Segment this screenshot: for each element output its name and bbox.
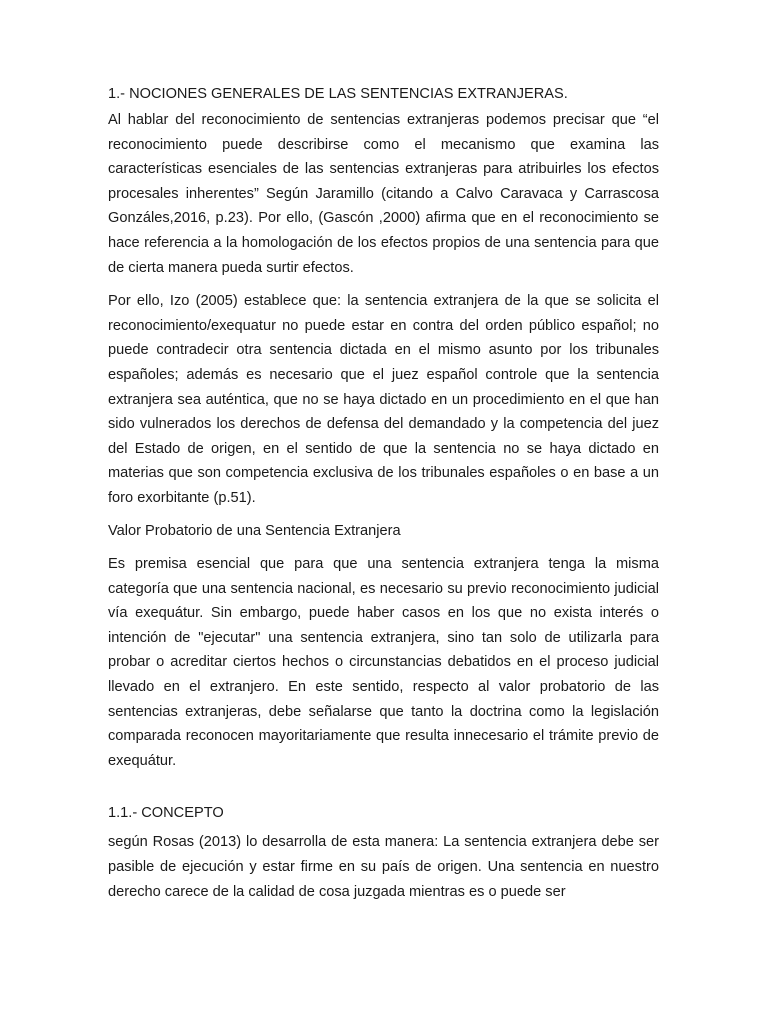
section-heading-concepto: 1.1.- CONCEPTO [108, 805, 224, 822]
paragraph-premisa: Es premisa esencial que para que una sentencia extranjera tenga la misma categoría que una sentencia nacional, es necesario su previo reconocimiento judicial vía exequátur. Sin embargo, puede haber casos en los que no exista interés o intención de "ejecutar" una sentencia extranjera, sino tan solo de utilizarla para probar o acreditar ciertos hechos o circunstancias debatidos en el proceso judicial llevado en el extranjero. En este sentido, respecto al valor probatorio de las sentencias extranjeras, debe señalarse que tanto la doctrina como la legislación comparada reconocen mayoritariamente que resulta innecesario el trámite previo de exequátur. [108, 556, 659, 769]
paragraph-rosas: según Rosas (2013) lo desarrolla de esta manera: La sentencia extranjera debe ser pasible de ejecución y estar firme en su país de origen. Una sentencia en nuestro derecho carece de la calidad de cosa juzgada mientras es o puede ser [108, 834, 659, 900]
document-body [108, 84, 659, 904]
subheading-valor-probatorio: Valor Probatorio de una Sentencia Extranjera [108, 522, 401, 539]
paragraph-izo: Por ello, Izo (2005) establece que: la sentencia extranjera de la que se solicita el reconocimiento/exequatur no puede estar en contra del orden público español; no puede contradecir otra sentencia dictada en el mismo asunto por los tribunales españoles; además es necesario que el juez español controle que la sentencia extranjera sea auténtica, que no se haya dictado en un procedimiento en el que han sido vulnerados los derechos de defensa del demandado y la competencia del juez del Estado de origen, en el sentido de que la sentencia no se haya dictado en materias que son competencia exclusiva de los tribunales españoles o en base a un foro exorbitante (p.51). [108, 293, 659, 506]
section-heading-nociones: 1.- NOCIONES GENERALES DE LAS SENTENCIAS EXTRANJERAS. [108, 86, 568, 102]
paragraph-reconocimiento: Al hablar del reconocimiento de sentencias extranjeras podemos precisar que “el reconocimiento puede describirse como el mecanismo que examina las características esenciales de las sentencias extranjeras para atribuirles los efectos procesales inherentes” Según Jaramillo (citando a Calvo Caravaca y Carrascosa Gonzáles,2016, p.23). Por ello, (Gascón ,2000) afirma que en el reconocimiento se hace referencia a la homologación de los efectos propios de una sentencia para que de cierta manera pueda surtir efectos. [108, 112, 659, 276]
